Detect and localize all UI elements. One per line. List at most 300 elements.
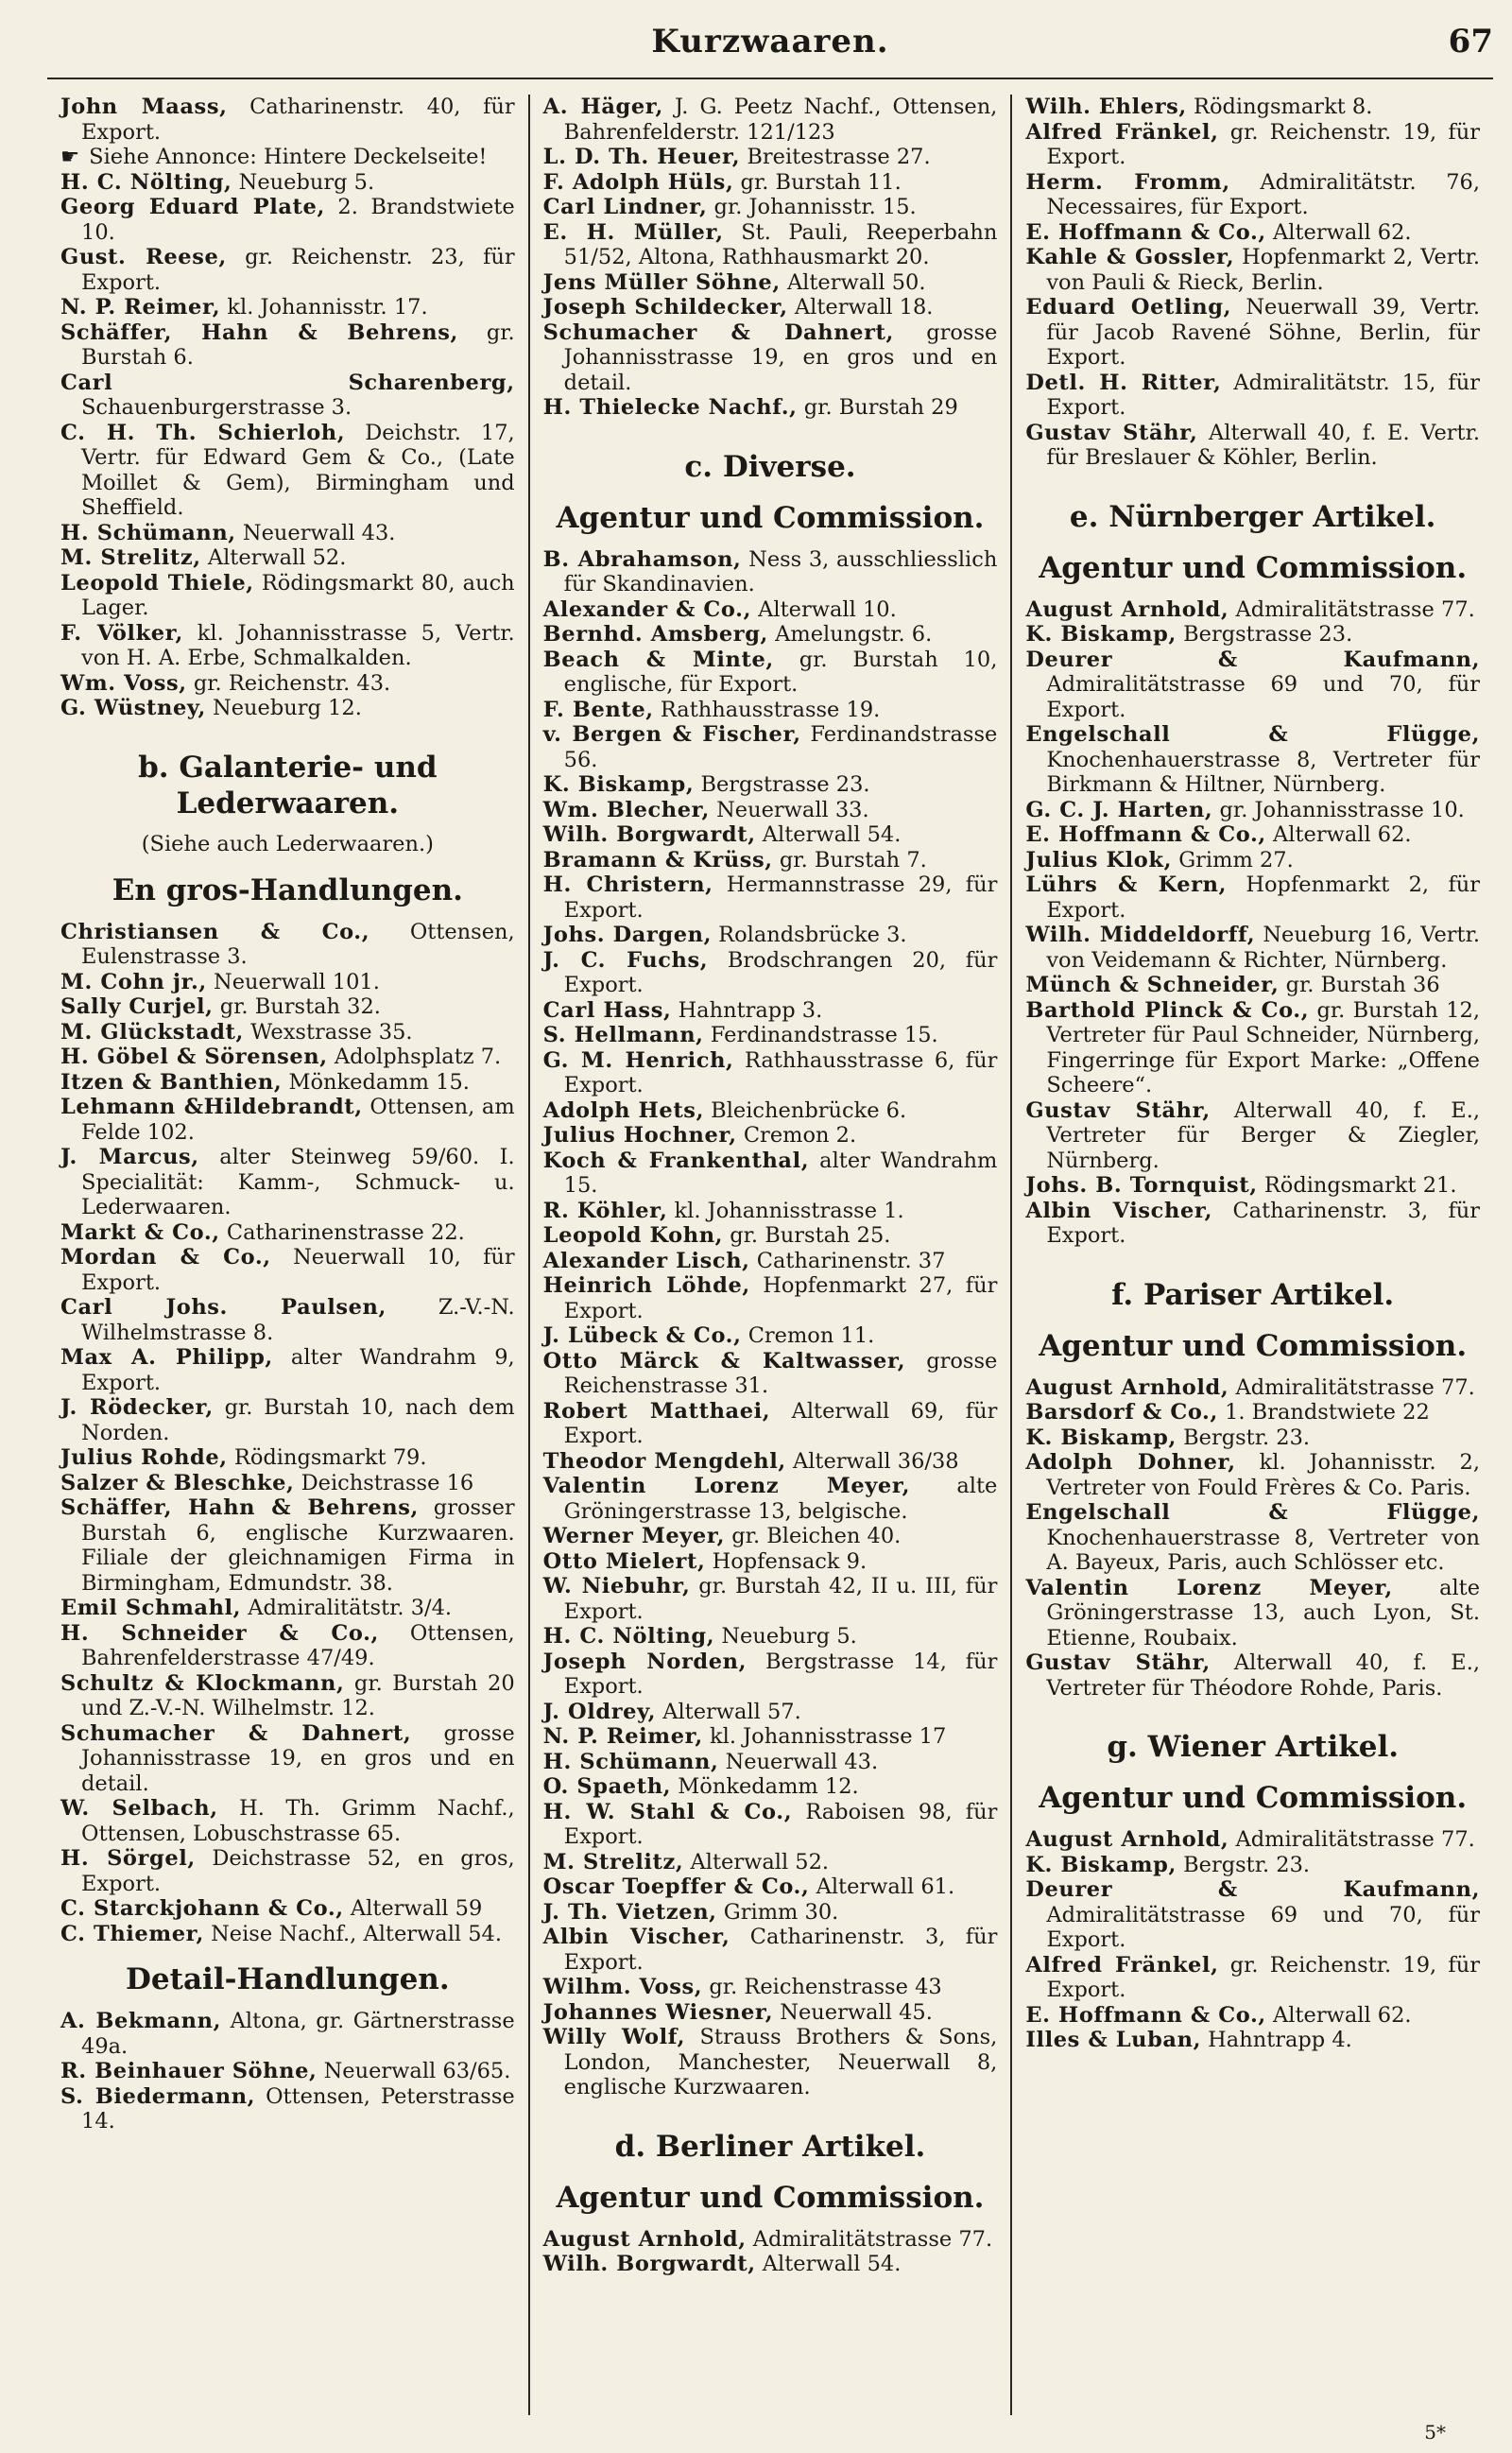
firm-name: John Maass, xyxy=(60,95,228,119)
firm-address: gr. Burstah 12, Vertreter für Paul Schneider, Nürnberg, Fingerringe für Export Marke: „Offene Scheere“. xyxy=(1046,997,1481,1097)
firm-name: K. Biskamp, xyxy=(1025,1425,1177,1450)
firm-address: grosse Reichenstrasse 31. xyxy=(563,1348,998,1398)
directory-entry xyxy=(60,1721,515,1797)
subsection-heading: Agentur und Commission. xyxy=(1039,1328,1468,1363)
directory-entry xyxy=(543,1048,998,1098)
directory-entry xyxy=(1025,923,1480,973)
subsection-heading: Agentur und Commission. xyxy=(556,500,985,535)
directory-entry xyxy=(60,994,515,1020)
firm-name: Julius Rohde, xyxy=(60,1445,228,1470)
firm-address: Rödingsmarkt 21. xyxy=(1263,1173,1457,1198)
firm-name: Gustav Stähr, xyxy=(1025,1097,1211,1123)
firm-address: Admiralitätstrasse 77. xyxy=(752,2226,993,2252)
directory-entry xyxy=(543,1750,998,1775)
firm-address: Alterwall 10. xyxy=(758,596,897,622)
directory-entry xyxy=(1025,597,1480,623)
firm-address: Alterwall 62. xyxy=(1273,219,1412,245)
firm-address: Alterwall 62. xyxy=(1273,822,1412,847)
firm-name: G. Wüstney, xyxy=(60,696,206,720)
firm-name: H. Sörgel, xyxy=(60,1846,196,1871)
firm-name: Wilhm. Voss, xyxy=(542,1975,703,1999)
firm-name: Schumacher & Dahnert, xyxy=(60,1720,412,1746)
firm-name: S. Hellmann, xyxy=(542,1023,704,1047)
directory-entry xyxy=(1025,822,1480,848)
firm-name: J. Marcus, xyxy=(60,1145,199,1169)
firm-address: Catharinenstrasse 22. xyxy=(226,1219,465,1245)
directory-entry xyxy=(543,1199,998,1224)
firm-name: M. Strelitz, xyxy=(60,545,201,570)
firm-address: Alterwall 40, f. E. Vertr. für Breslauer & Köhler, Berlin. xyxy=(1046,420,1481,470)
firm-address: gr. Reichenstr. 19, für Export. xyxy=(1046,1952,1481,2002)
firm-address: Ness 3, ausschliesslich für Skandinavien. xyxy=(563,546,998,596)
firm-address: Alterwall 54. xyxy=(762,2252,902,2276)
directory-entry xyxy=(1025,998,1480,1098)
firm-address: alter Wandrahm 9, Export. xyxy=(81,1345,515,1395)
firm-name: Christiansen & Co., xyxy=(60,919,370,944)
firm-name: Alfred Fränkel, xyxy=(1025,119,1219,145)
firm-address: Admiralitätstrasse 69 und 70, für Export. xyxy=(1046,1902,1481,1952)
firm-address: Amelungstr. 6. xyxy=(775,622,933,647)
firm-address: gr. Burstah 36 xyxy=(1285,973,1440,997)
firm-name: J. Oldrey, xyxy=(542,1699,657,1724)
firm-name: F. Bente, xyxy=(542,697,654,722)
directory-entry xyxy=(543,1900,998,1926)
firm-address: Alterwall 61. xyxy=(816,1874,955,1899)
firm-address: gr. Bleichen 40. xyxy=(731,1524,902,1548)
directory-entry xyxy=(60,145,515,170)
firm-name: Alexander Lisch, xyxy=(542,1248,750,1273)
firm-name: N. P. Reimer, xyxy=(60,295,221,320)
firm-address: Admiralitätstrasse 69 und 70, für Export. xyxy=(1046,672,1481,722)
firm-name: J. Lübeck & Co., xyxy=(542,1323,742,1348)
firm-name: Oscar Toepffer & Co., xyxy=(542,1874,810,1899)
firm-name: O. Spaeth, xyxy=(542,1774,672,1799)
firm-name: Carl Hass, xyxy=(542,997,672,1023)
directory-entry xyxy=(543,948,998,998)
section-heading: g. Wiener Artikel. xyxy=(1107,1730,1400,1764)
firm-address: Bergstrasse 23. xyxy=(700,772,870,797)
firm-name: H. Schneider & Co., xyxy=(60,1620,379,1646)
directory-entry xyxy=(1025,1953,1480,2003)
firm-name: K. Biskamp, xyxy=(1025,622,1177,647)
firm-address: Alterwall 18. xyxy=(794,295,934,320)
firm-name: Joseph Norden, xyxy=(542,1649,747,1674)
directory-entry xyxy=(60,671,515,697)
firm-address: Mönkedamm 12. xyxy=(678,1774,859,1799)
firm-address: kl. Johannisstrasse 17 xyxy=(710,1724,947,1749)
firm-name: H. Göbel & Sörensen, xyxy=(60,1045,328,1069)
firm-address: Grimm 27. xyxy=(1178,847,1294,872)
firm-address: Z.-V.-N. Wilhelmstrasse 8. xyxy=(81,1295,515,1345)
directory-entry xyxy=(60,295,515,320)
firm-name: Johs. Dargen, xyxy=(542,923,713,947)
firm-address: Ferdinandstrasse 56. xyxy=(563,722,998,772)
directory-entry xyxy=(543,2000,998,2026)
directory-entry xyxy=(60,1145,515,1220)
directory-entry xyxy=(543,1774,998,1800)
firm-name: J. C. Fuchs, xyxy=(542,947,709,973)
firm-address: Alterwall 52. xyxy=(207,545,347,570)
firm-address: gr. Burstah 29 xyxy=(803,395,958,420)
firm-address: Raboisen 98, für Export. xyxy=(563,1799,998,1849)
section-note: (Siehe auch Lederwaaren.) xyxy=(141,831,434,856)
firm-address: gr. Burstah 42, II u. III, für Export. xyxy=(563,1574,998,1624)
firm-address: Neuerwall 43. xyxy=(242,520,396,545)
firm-name: C. H. Th. Schierloh, xyxy=(60,420,346,445)
firm-name: K. Biskamp, xyxy=(1025,1852,1177,1877)
firm-name: Lehmann &Hildebrandt, xyxy=(60,1095,363,1119)
firm-address: Alterwall 62. xyxy=(1273,2002,1412,2028)
directory-entry xyxy=(543,722,998,772)
firm-address: kl. Johannisstr. 2, Vertreter von Fould Frères & Co. Paris. xyxy=(1046,1450,1481,1500)
firm-name: M. Strelitz, xyxy=(542,1849,684,1874)
directory-entry xyxy=(60,1796,515,1846)
firm-name: Münch & Schneider, xyxy=(1025,973,1280,997)
directory-entry xyxy=(60,1846,515,1896)
directory-entry xyxy=(1025,1853,1480,1878)
firm-name: Adolph Hets, xyxy=(542,1097,705,1123)
firm-name: Alexander & Co., xyxy=(542,596,752,622)
firm-address: Alterwall 40, f. E., Vertreter für Théodore Rohde, Paris. xyxy=(1046,1650,1480,1701)
firm-address: gr. Burstah 6. xyxy=(81,320,515,370)
section-heading: f. Pariser Artikel. xyxy=(1111,1277,1395,1312)
directory-entry xyxy=(543,1273,998,1323)
firm-name: Salzer & Bleschke, xyxy=(60,1470,295,1495)
firm-address: Altona, gr. Gärtnerstrasse 49a. xyxy=(81,2009,515,2059)
directory-entry xyxy=(60,1245,515,1295)
firm-address: Bergstrasse 23. xyxy=(1183,622,1353,647)
firm-address: Wexstrasse 35. xyxy=(250,1019,413,1045)
firm-name: v. Bergen & Fischer, xyxy=(542,722,801,747)
firm-name: Deurer & Kaufmann, xyxy=(1025,647,1481,672)
directory-entry xyxy=(543,2227,998,2253)
firm-address: Hopfenmarkt 27, für Export. xyxy=(563,1273,998,1323)
firm-name: E. Hoffmann & Co., xyxy=(1025,822,1266,847)
directory-entry xyxy=(543,1524,998,1549)
firm-name: E. Hoffmann & Co., xyxy=(1025,219,1266,245)
directory-entry xyxy=(543,622,998,648)
directory-entry xyxy=(543,798,998,823)
firm-address: Hahntrapp 3. xyxy=(678,997,823,1023)
directory-entry xyxy=(543,772,998,798)
directory-entry xyxy=(60,1070,515,1096)
firm-name: Albin Vischer, xyxy=(1025,1198,1213,1223)
directory-entry xyxy=(543,547,998,597)
firm-name: Wilh. Borgwardt, xyxy=(542,2252,756,2276)
firm-address: Bergstr. 23. xyxy=(1183,1852,1311,1877)
firm-name: Johs. B. Tornquist, xyxy=(1025,1173,1258,1198)
directory-entry xyxy=(60,1395,515,1445)
firm-name: H. C. Nölting, xyxy=(542,1624,715,1649)
directory-entry xyxy=(1025,2028,1480,2053)
firm-name: Barthold Plinck & Co., xyxy=(1025,997,1310,1023)
firm-address: Ottensen, am Felde 102. xyxy=(81,1095,515,1145)
firm-name: N. P. Reimer, xyxy=(542,1724,703,1749)
directory-entry xyxy=(1025,1500,1480,1576)
firm-address: Breitestrasse 27. xyxy=(747,145,931,169)
firm-name: Bramann & Krüss, xyxy=(542,847,773,872)
directory-entry xyxy=(543,1700,998,1725)
firm-name: Illes & Luban, xyxy=(1025,2028,1202,2052)
section-heading: d. Berliner Artikel. xyxy=(614,2129,926,2164)
firm-address: J. G. Peetz Nachf., Ottensen, Bahrenfelderstr. 121/123 xyxy=(563,95,998,145)
directory-entry xyxy=(1025,1425,1480,1451)
directory-entry xyxy=(60,2059,515,2084)
directory-entry xyxy=(60,320,515,371)
firm-name: R. Köhler, xyxy=(542,1198,668,1223)
firm-name: Otto Märck & Kaltwasser, xyxy=(542,1348,906,1373)
directory-entry xyxy=(1025,648,1480,723)
directory-entry xyxy=(1025,1400,1480,1425)
directory-entry xyxy=(543,1123,998,1149)
firm-address: gr. Johannisstr. 15. xyxy=(713,195,917,219)
firm-address: alter Steinweg 59/60. I. Specialität: Kamm-, Schmuck- u. Lederwaaren. xyxy=(81,1145,515,1219)
directory-entry xyxy=(60,2009,515,2059)
firm-address: Deichstrasse 52, en gros, Export. xyxy=(81,1846,515,1896)
firm-name: G. C. J. Harten, xyxy=(1025,797,1213,822)
firm-name: H. C. Nölting, xyxy=(60,169,232,195)
directory-entry xyxy=(543,1223,998,1249)
directory-entry xyxy=(543,1549,998,1575)
directory-entry xyxy=(543,848,998,873)
firm-name: Schumacher & Dahnert, xyxy=(542,320,894,345)
directory-entry xyxy=(60,1671,515,1721)
firm-name: Detl. H. Ritter, xyxy=(1025,370,1222,395)
directory-entry xyxy=(1025,220,1480,246)
firm-name: Schäffer, Hahn & Behrens, xyxy=(60,1495,419,1520)
firm-name: Adolph Dohner, xyxy=(1025,1450,1236,1475)
directory-entry xyxy=(60,920,515,970)
directory-entry xyxy=(60,170,515,196)
firm-address: Alterwall 36/38 xyxy=(792,1448,959,1474)
firm-address: gr. Reichenstrasse 43 xyxy=(709,1975,942,1999)
section-heading: b. Galanterie- und Lederwaaren. xyxy=(138,750,438,821)
directory-columns xyxy=(47,95,1493,2415)
firm-name: Beach & Minte, xyxy=(542,647,774,672)
firm-name: W. Niebuhr, xyxy=(542,1574,691,1598)
firm-name: Schäffer, Hahn & Behrens, xyxy=(60,320,458,345)
directory-entry xyxy=(1025,622,1480,648)
directory-entry xyxy=(1025,1173,1480,1199)
section-heading: e. Nürnberger Artikel. xyxy=(1069,499,1436,534)
firm-name: Sally Curjel, xyxy=(60,994,214,1019)
firm-address: Ottensen, Eulenstrasse 3. xyxy=(81,919,515,969)
directory-entry xyxy=(543,1624,998,1650)
firm-address: alte Gröningerstrasse 13, auch Lyon, St. Etienne, Roubaix. xyxy=(1046,1575,1481,1650)
directory-entry xyxy=(60,571,515,621)
directory-entry xyxy=(60,95,515,145)
directory-entry xyxy=(60,1095,515,1145)
subsection-heading: Agentur und Commission. xyxy=(1039,550,1468,585)
directory-entry xyxy=(1025,95,1480,120)
firm-address: Admiralitätstr. 3/4. xyxy=(248,1596,453,1620)
firm-address: Neueburg 16, Vertr. von Veidemann & Richter, Nürnberg. xyxy=(1046,923,1481,973)
directory-entry xyxy=(60,696,515,721)
firm-address: Ottensen, Bahrenfelderstrasse 47/49. xyxy=(81,1620,515,1670)
firm-name: S. Biedermann, xyxy=(60,2083,256,2109)
firm-address: Admiralitätstrasse 77. xyxy=(1235,1827,1475,1852)
firm-name: Gustav Stähr, xyxy=(1025,420,1198,445)
firm-address: Alterwall 59 xyxy=(350,1896,483,1921)
firm-address: kl. Johannisstrasse 5, Vertr. von H. A. Erbe, Schmalkalden. xyxy=(81,620,515,670)
directory-entry xyxy=(543,320,998,396)
directory-entry xyxy=(60,1295,515,1345)
firm-address: Rolandsbrücke 3. xyxy=(718,923,907,947)
firm-name: Julius Klok, xyxy=(1025,847,1173,872)
firm-address: St. Pauli, Reeperbahn 51/52, Altona, Rathhausmarkt 20. xyxy=(563,219,998,269)
directory-entry xyxy=(543,1249,998,1274)
firm-address: Catharinenstr. 40, für Export. xyxy=(81,95,515,145)
firm-address: Alterwall 40, f. E., Vertreter für Berger & Ziegler, Nürnberg. xyxy=(1046,1097,1481,1173)
firm-name: Wilh. Middeldorff, xyxy=(1025,923,1256,947)
directory-entry xyxy=(60,1471,515,1496)
firm-address: Hopfensack 9. xyxy=(712,1548,868,1574)
firm-name: Lührs & Kern, xyxy=(1025,872,1228,897)
directory-entry xyxy=(60,1220,515,1246)
directory-entry xyxy=(543,998,998,1024)
firm-name: Herm. Fromm, xyxy=(1025,169,1230,195)
firm-name: Wilh. Ehlers, xyxy=(1025,95,1187,119)
firm-address: Rathhausstrasse 19. xyxy=(660,697,881,722)
directory-entry xyxy=(543,1574,998,1624)
subsection-heading: Agentur und Commission. xyxy=(556,2180,985,2215)
column-middle xyxy=(528,95,1011,2415)
firm-name: Heinrich Löhde, xyxy=(542,1273,750,1298)
firm-address: Catharinenstr. 37 xyxy=(756,1248,946,1273)
directory-entry xyxy=(60,2084,515,2134)
section-heading: c. Diverse. xyxy=(684,449,856,484)
firm-address: Hahntrapp 4. xyxy=(1208,2028,1352,2052)
firm-name: August Arnhold, xyxy=(542,2226,747,2252)
firm-address: Bergstrasse 14, für Export. xyxy=(563,1649,998,1699)
firm-name: Joseph Schildecker, xyxy=(542,295,788,320)
firm-name: Engelschall & Flügge, xyxy=(1025,1500,1481,1525)
firm-address: Brodschrangen 20, für Export. xyxy=(563,947,998,997)
directory-entry xyxy=(60,421,515,521)
directory-entry xyxy=(60,970,515,995)
firm-address: Cremon 2. xyxy=(743,1123,857,1148)
column-left xyxy=(47,95,528,2415)
firm-address: Bergstr. 23. xyxy=(1183,1425,1311,1450)
firm-address: grosse Johannisstrasse 19, en gros und en detail. xyxy=(563,320,998,395)
firm-address: Neuerwall 63/65. xyxy=(323,2059,511,2083)
firm-name: Johannes Wiesner, xyxy=(542,1999,774,2025)
directory-entry xyxy=(1025,848,1480,873)
subsection-heading: Agentur und Commission. xyxy=(1039,1781,1468,1815)
directory-entry xyxy=(60,195,515,245)
firm-name: A. Bekmann, xyxy=(60,2009,222,2033)
firm-name: Deurer & Kaufmann, xyxy=(1025,1877,1481,1902)
firm-address: gr. Reichenstr. 23, für Export. xyxy=(81,245,515,295)
firm-address: 2. Brandstwiete 10. xyxy=(81,195,515,245)
firm-name: Valentin Lorenz Meyer, xyxy=(1025,1575,1393,1600)
firm-address: alte Gröningerstrasse 13, belgische. xyxy=(563,1474,998,1524)
directory-entry xyxy=(1025,1650,1480,1701)
firm-address: gr. Burstah 20 und Z.-V.-N. Wilhelmstr. 12. xyxy=(81,1670,515,1720)
firm-address: Adolphsplatz 7. xyxy=(334,1045,502,1069)
page-title: Kurzwaaren. xyxy=(651,23,889,60)
directory-entry xyxy=(543,195,998,220)
directory-entry xyxy=(543,648,998,698)
firm-address: Neueburg 5. xyxy=(721,1624,857,1649)
directory-entry xyxy=(543,1724,998,1750)
firm-name: Theodor Mengdehl, xyxy=(542,1448,786,1474)
firm-name: Eduard Oetling, xyxy=(1025,295,1232,320)
firm-name: J. Th. Vietzen, xyxy=(542,1899,717,1925)
directory-entry xyxy=(1025,1877,1480,1953)
directory-entry xyxy=(60,1020,515,1045)
firm-name: Itzen & Banthien, xyxy=(60,1069,283,1095)
directory-entry xyxy=(543,2025,998,2100)
firm-name: R. Beinhauer Söhne, xyxy=(60,2059,318,2083)
firm-name: Kahle & Gossler, xyxy=(1025,245,1235,269)
firm-address: Rödingsmarkt 80, auch Lager. xyxy=(81,570,515,620)
firm-address: Admiralitätstr. 15, für Export. xyxy=(1046,370,1481,420)
directory-entry xyxy=(543,1323,998,1349)
firm-name: Carl Scharenberg, xyxy=(60,370,515,395)
directory-entry xyxy=(1025,170,1480,220)
firm-name: Leopold Kohn, xyxy=(542,1223,724,1248)
firm-address: Alterwall 57. xyxy=(662,1699,801,1724)
directory-entry xyxy=(60,1596,515,1621)
firm-address: Neuerwall 10, für Export. xyxy=(81,1245,515,1295)
directory-entry xyxy=(60,521,515,546)
directory-entry xyxy=(1025,120,1480,170)
signature-mark: 5* xyxy=(1424,2421,1446,2444)
directory-entry xyxy=(543,1449,998,1475)
directory-entry xyxy=(543,872,998,923)
firm-name: Wilh. Borgwardt, xyxy=(542,822,756,847)
firm-name: Gust. Reese, xyxy=(60,245,227,269)
directory-entry xyxy=(1025,421,1480,471)
directory-entry xyxy=(1025,798,1480,823)
firm-address: Alterwall 52. xyxy=(690,1849,830,1874)
firm-address: gr. Johannisstrasse 10. xyxy=(1219,797,1465,822)
pointing-hand-icon: ☛ xyxy=(60,145,80,169)
directory-entry xyxy=(1025,872,1480,923)
firm-address: gr. Reichenstr. 19, für Export. xyxy=(1046,119,1481,169)
firm-name: Barsdorf & Co., xyxy=(1025,1400,1218,1425)
firm-address: Neuerwall 101. xyxy=(214,969,380,994)
firm-address: gr. Burstah 7. xyxy=(779,847,927,872)
directory-entry xyxy=(60,1896,515,1922)
directory-entry xyxy=(543,220,998,270)
firm-address: grosser Burstah 6, englische Kurzwaaren. Filiale der gleichnamigen Firma in Birmingham, Edmundstr. 38. xyxy=(81,1495,515,1596)
firm-address: Neueburg 5. xyxy=(238,169,375,195)
firm-name: F. Adolph Hüls, xyxy=(542,169,734,195)
firm-name: E. Hoffmann & Co., xyxy=(1025,2002,1266,2028)
directory-entry xyxy=(1025,295,1480,371)
directory-entry xyxy=(543,1399,998,1449)
directory-entry xyxy=(543,1925,998,1975)
directory-entry xyxy=(543,145,998,170)
directory-entry xyxy=(1025,973,1480,998)
firm-address: Alterwall 69, für Export. xyxy=(563,1398,998,1448)
directory-entry xyxy=(60,1345,515,1395)
firm-name: L. D. Th. Heuer, xyxy=(542,145,741,169)
directory-entry xyxy=(543,1800,998,1850)
firm-address: Knochenhauerstrasse 8, Vertreter für Birkmann & Hiltner, Nürnberg. xyxy=(1046,747,1481,797)
firm-name: H. Schümann, xyxy=(542,1749,719,1774)
directory-entry xyxy=(60,621,515,671)
firm-name: B. Abrahamson, xyxy=(542,546,742,572)
directory-entry xyxy=(60,245,515,295)
firm-name: Bernhd. Amsberg, xyxy=(542,622,768,647)
directory-entry xyxy=(543,1023,998,1048)
firm-name: Albin Vischer, xyxy=(542,1925,730,1949)
firm-name: Gustav Stähr, xyxy=(1025,1650,1211,1675)
firm-address: Deichstr. 17, Vertr. für Edward Gem & Co., (Late Moillet & Gem), Birmingham und Sheffield. xyxy=(81,420,515,520)
